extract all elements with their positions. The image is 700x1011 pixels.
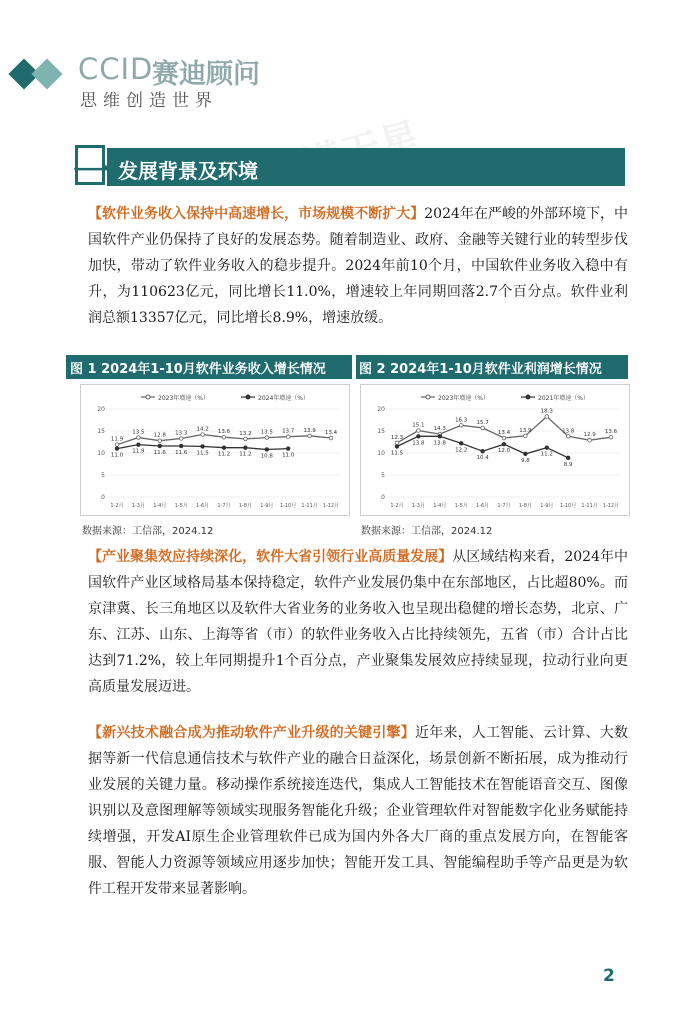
y-tick-label: 15 xyxy=(97,428,105,435)
y-tick-label: 5 xyxy=(101,472,105,479)
x-tick-label: 1-3月 xyxy=(411,503,425,509)
x-tick-label: 1-2月 xyxy=(110,503,124,509)
data-label: 11.2 xyxy=(217,451,231,458)
legend-marker xyxy=(246,395,250,399)
brand-name-cn: 赛迪顾问 xyxy=(152,59,260,90)
paragraph-text: 近年来，人工智能、云计算、大数据等新一代信息通信技术与软件产业的融合日益深化，场景创新不断拓展，成为推动行业发展的关键力量。移动操作系统接连迭代，集成人工智能技术在智能语音交互、图像识别以及意图理解等领域实现服务智能化升级；企业管理软件对智能数字化业务赋能持续增强，开发AI原生企业管理软件已成为国内外各大厂商的重点发展方向，在智能客服、智能人力资源等领域应用逐步加快；智能开发工具、智能编程助手等产品更是为软件工程开发带来显著影响。 xyxy=(88,725,629,897)
x-tick-label: 1-4月 xyxy=(153,503,167,509)
x-tick-label: 1-8月 xyxy=(238,503,252,509)
paragraph-text: 从区域结构来看，2024年中国软件产业区域格局基本保持稳定，软件产业发展仍集中在东部地区，占比超80%。而京津冀、长三角地区以及软件大省业务的业务收入也呈现出稳健的增长态势，北京、广东、江苏、山东、上海等省（市）的软件业务收入占比持续领先，五省（市）合计占比达到71.2%，较上年同期提升1个百分点，产业聚集发展效应持续显现，拉动行业向更高质量发展迈进。 xyxy=(88,549,628,695)
data-point xyxy=(438,434,442,438)
data-label: 8.9 xyxy=(563,461,573,468)
x-tick-label: 1-9月 xyxy=(540,503,554,509)
data-point xyxy=(137,443,141,447)
paragraph-highlight: 【产业聚集效应持续深化，软件大省引领行业高质量发展】 xyxy=(88,549,453,565)
data-label: 9.8 xyxy=(521,457,530,464)
paragraph-highlight: 【软件业务收入保持中高速增长，市场规模不断扩大】 xyxy=(88,206,425,222)
data-label: 13.8 xyxy=(412,440,425,447)
x-tick-label: 1-5月 xyxy=(454,503,468,509)
data-label: 12.3 xyxy=(390,434,404,441)
data-point xyxy=(459,442,463,446)
x-tick-label: 1-12月 xyxy=(602,503,620,509)
data-label: 11.9 xyxy=(110,436,124,443)
legend-marker xyxy=(426,395,430,399)
figure-1-caption: 图 1 2024年1-10月软件业务收入增长情况 xyxy=(70,362,326,377)
data-point xyxy=(286,447,290,451)
x-tick-label: 1-7月 xyxy=(497,503,511,509)
data-point xyxy=(545,415,549,419)
data-point xyxy=(201,433,205,437)
data-label: 12.8 xyxy=(153,432,166,439)
y-tick-label: 10 xyxy=(377,450,385,457)
data-label: 12.0 xyxy=(497,448,511,455)
data-point xyxy=(115,447,119,451)
data-point xyxy=(158,444,162,448)
data-label: 11.9 xyxy=(132,448,145,455)
data-label: 11.0 xyxy=(110,452,124,459)
data-point xyxy=(115,443,119,447)
data-label: 10.8 xyxy=(260,453,273,460)
data-point xyxy=(395,441,399,445)
data-label: 13.6 xyxy=(604,429,618,436)
data-label: 15.1 xyxy=(412,422,425,429)
data-point xyxy=(566,434,570,438)
data-point xyxy=(481,426,485,430)
data-point xyxy=(222,435,226,439)
data-label: 11.6 xyxy=(175,449,188,456)
logo-diamond-light-icon xyxy=(31,58,62,89)
y-tick-label: 10 xyxy=(97,450,105,457)
data-point xyxy=(265,448,269,452)
legend-label: 2023年增速（%） xyxy=(438,395,489,402)
data-label: 11.5 xyxy=(196,450,209,457)
data-label: 12.2 xyxy=(455,447,468,454)
data-point xyxy=(524,452,528,456)
data-label: 11.5 xyxy=(390,450,404,457)
data-point xyxy=(545,446,549,450)
x-tick-label: 1-4月 xyxy=(433,503,447,509)
data-label: 10.4 xyxy=(476,455,489,462)
data-label: 15.7 xyxy=(476,419,489,426)
legend-label: 2024年增速（%） xyxy=(258,395,309,402)
data-point xyxy=(308,434,312,438)
data-point xyxy=(524,434,528,438)
figure-2-caption: 图 2 2024年1-10月软件业利润增长情况 xyxy=(359,362,602,377)
data-point xyxy=(417,429,421,433)
x-tick-label: 1-10月 xyxy=(560,503,577,509)
x-tick-label: 1-12月 xyxy=(322,503,340,509)
data-label: 11.2 xyxy=(239,451,252,458)
brand-name-en: CCID xyxy=(78,52,154,86)
paragraph-cluster xyxy=(88,544,628,700)
data-label: 14.2 xyxy=(196,426,209,433)
data-point xyxy=(609,435,613,439)
data-point xyxy=(502,442,506,446)
data-point xyxy=(481,449,485,453)
data-label: 13.8 xyxy=(562,428,575,435)
data-label: 11.6 xyxy=(153,449,166,456)
data-label: 18.3 xyxy=(540,408,553,415)
paragraph-tech xyxy=(88,720,628,902)
data-label: 13.3 xyxy=(175,430,188,437)
x-tick-label: 1-11月 xyxy=(581,503,598,509)
section-number: 一 xyxy=(72,150,111,194)
page-number: 2 xyxy=(603,966,615,986)
y-tick-label: 20 xyxy=(377,406,385,413)
x-tick-label: 1-8月 xyxy=(518,503,532,509)
data-label: 14.3 xyxy=(433,426,446,433)
data-point xyxy=(502,436,506,440)
data-point xyxy=(588,438,592,442)
data-point xyxy=(395,445,399,449)
data-label: 13.9 xyxy=(303,427,316,434)
y-tick-label: 5 xyxy=(381,472,385,479)
brand-slogan: 思维创造世界 xyxy=(80,91,218,111)
y-tick-label: 0 xyxy=(101,494,105,501)
chart-2-frame xyxy=(360,384,630,516)
x-tick-label: 1-5月 xyxy=(174,503,188,509)
data-point xyxy=(158,439,162,443)
data-label: 13.5 xyxy=(260,429,273,436)
x-tick-label: 1-6月 xyxy=(476,503,490,509)
data-point xyxy=(179,444,183,448)
data-point xyxy=(566,456,570,460)
data-point xyxy=(244,446,248,450)
data-label: 11.2 xyxy=(540,451,553,458)
section-title: 发展背景及环境 xyxy=(118,159,258,183)
data-label: 13.4 xyxy=(497,430,511,437)
data-point xyxy=(417,434,421,438)
data-label: 13.8 xyxy=(433,440,446,447)
y-tick-label: 0 xyxy=(381,494,385,501)
figure-2-source: 数据来源：工信部，2024.12 xyxy=(361,526,493,537)
chart-1-frame xyxy=(80,384,350,516)
y-tick-label: 20 xyxy=(97,406,105,413)
legend-label: 2021年增速（%） xyxy=(538,395,589,402)
data-point xyxy=(265,436,269,440)
data-point xyxy=(222,446,226,450)
data-point xyxy=(137,436,141,440)
data-label: 13.9 xyxy=(519,427,532,434)
x-tick-label: 1-3月 xyxy=(131,503,145,509)
data-label: 13.2 xyxy=(239,430,252,437)
data-label: 13.6 xyxy=(217,429,231,436)
data-label: 16.3 xyxy=(455,417,468,424)
paragraph-highlight: 【新兴技术融合成为推动软件产业升级的关键引擎】 xyxy=(88,725,415,741)
x-tick-label: 1-10月 xyxy=(280,503,297,509)
paragraph-text: 2024年在严峻的外部环境下，中国软件产业仍保持了良好的发展态势。随着制造业、政府、金融等关键行业的转型步伐加快，带动了软件业务收入的稳步提升。2024年前10个月，中国软件业务收入稳中有升，为110623亿元，同比增长11.0%，增速较上年同期回落2.7个百分点。软件业利润总额13357亿元，同比增长8.9%，增速放缓。 xyxy=(88,206,628,326)
data-point xyxy=(286,435,290,439)
data-label: 13.7 xyxy=(282,428,295,435)
chart-1 xyxy=(81,385,349,515)
legend-label: 2023年增速（%） xyxy=(158,395,209,402)
figure-1-source: 数据来源：工信部，2024.12 xyxy=(82,526,214,537)
data-label: 11.0 xyxy=(282,452,295,459)
chart-2 xyxy=(361,385,629,515)
data-label: 12.9 xyxy=(583,432,596,439)
paragraph-revenue xyxy=(88,201,628,331)
data-label: 13.4 xyxy=(324,430,338,437)
x-tick-label: 1-9月 xyxy=(260,503,274,509)
x-tick-label: 1-6月 xyxy=(196,503,210,509)
y-tick-label: 15 xyxy=(377,428,385,435)
x-tick-label: 1-2月 xyxy=(390,503,404,509)
data-label: 13.5 xyxy=(132,429,145,436)
data-point xyxy=(179,437,183,441)
data-point xyxy=(201,445,205,449)
x-tick-label: 1-7月 xyxy=(217,503,231,509)
legend-marker xyxy=(526,395,530,399)
data-point xyxy=(459,423,463,427)
data-point xyxy=(244,437,248,441)
x-tick-label: 1-11月 xyxy=(301,503,318,509)
data-point xyxy=(329,436,333,440)
legend-marker xyxy=(146,395,150,399)
